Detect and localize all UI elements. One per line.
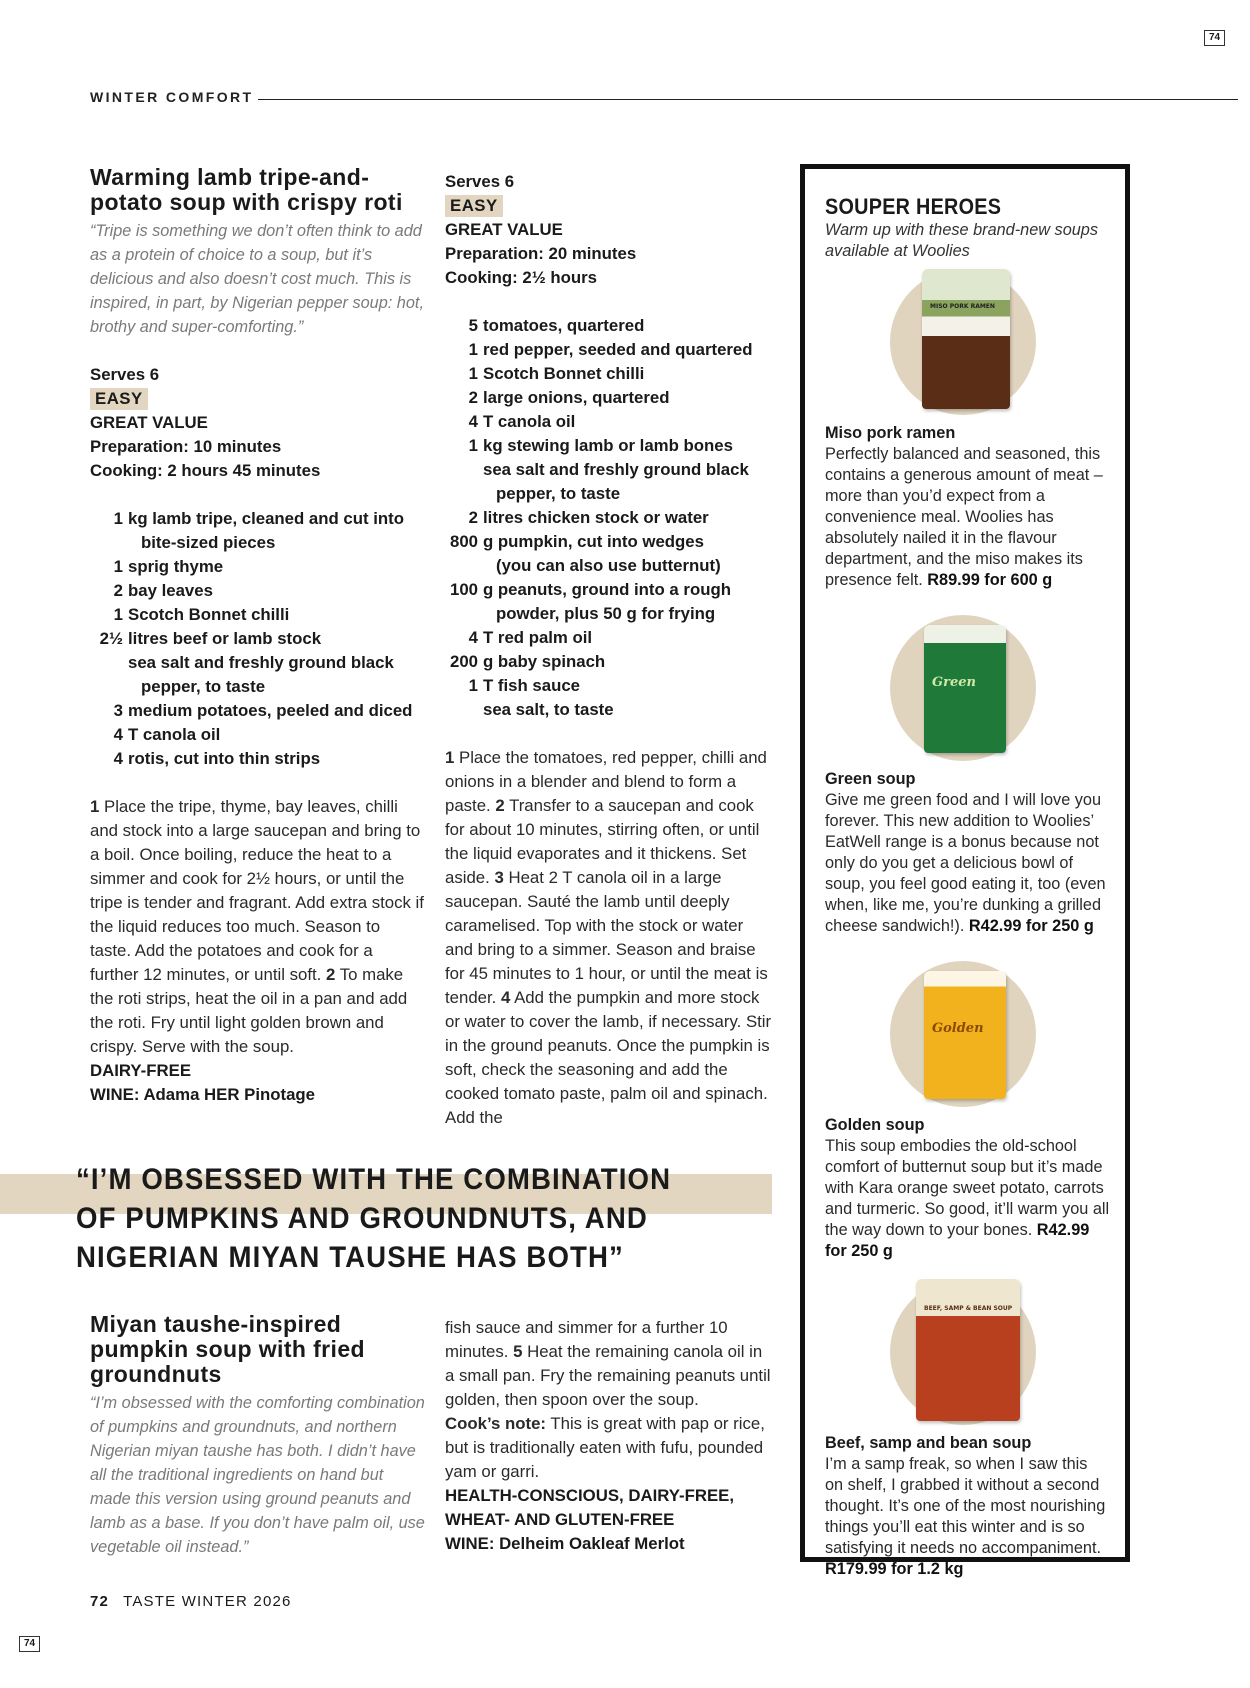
product-green-soup xyxy=(825,615,1110,937)
product-price: R42.99 for 250 g xyxy=(968,917,1094,935)
recipe2-method-continued xyxy=(445,1316,775,1556)
method-step: Place the tripe, thyme, bay leaves, chilli and stock into a large saucepan and bring to a boil. Once boiling, reduce the heat to a simmer and cook for 2½ hours, or until the tripe is tender and fragrant. Add extra stock if the liquid reduces too much. Season to taste. Add the potatoes and cook for a further 12 minutes, or until soft. xyxy=(90,797,424,984)
recipe1-difficulty-badge: EASY xyxy=(90,388,148,410)
ingredient-quantity: 1 xyxy=(468,340,478,359)
ingredient-text: T fish sauce xyxy=(483,676,580,695)
ingredient-text: sea salt, to taste xyxy=(483,700,614,719)
green-soup-pack xyxy=(924,625,1006,753)
ingredient-text: Scotch Bonnet chilli xyxy=(483,364,645,383)
ingredient-text: litres chicken stock or water xyxy=(483,508,709,527)
product-photo xyxy=(890,1279,1040,1429)
ingredient-row xyxy=(445,698,775,722)
product-description: I’m a samp freak, so when I saw this on shelf, I grabbed it without a second thought. It’s one of the most nourishing things you’ll eat this winter and is so satisfying it needs no accompaniment. R179.99 for 1.2 kg xyxy=(825,1455,1106,1578)
method-step: Place the tomatoes, red pepper, chilli and onions in a blender and blend to form a paste. xyxy=(445,748,767,815)
recipe1-method xyxy=(90,795,425,1059)
section-label: WINTER COMFORT xyxy=(90,89,254,105)
ingredient-text: g peanuts, ground into a rough powder, plus 50 g for frying xyxy=(483,580,731,623)
ingredient-quantity: 1 xyxy=(468,676,478,695)
product-photo xyxy=(890,961,1040,1111)
recipe2-cooking: Cooking: 2½ hours xyxy=(445,268,597,287)
ingredient-text: sea salt and freshly ground black pepper, to taste xyxy=(483,460,749,503)
pack-label: BEEF, SAMP & BEAN SOUP xyxy=(924,1305,1013,1312)
ingredient-text: g pumpkin, cut into wedges (you can also use butternut) xyxy=(483,532,721,575)
ingredient-row xyxy=(445,674,775,698)
product-description: Give me green food and I will love you forever. This new addition to Woolies’ EatWell range is a bonus because not only do you get a delicious bowl of soup, you feel good eating it, too (even when, like me, you’re dunking a grilled cheese sandwich!). R42.99 for 250 g xyxy=(825,791,1106,935)
cooks-note-label: Cook’s note: xyxy=(445,1414,546,1433)
step-number: 1 xyxy=(445,748,455,767)
ingredient-row xyxy=(445,578,775,626)
product-golden-soup xyxy=(825,961,1110,1262)
ingredient-text: T canola oil xyxy=(483,412,576,431)
ingredient-text: kg lamb tripe, cleaned and cut into bite-sized pieces xyxy=(128,509,405,552)
page-footer xyxy=(90,1593,292,1610)
product-miso-pork-ramen xyxy=(825,269,1110,591)
ingredient-quantity xyxy=(90,651,128,699)
recipe1-serves: Serves 6 xyxy=(90,365,160,384)
pack-label: Green xyxy=(932,675,976,690)
ingredient-text: tomatoes, quartered xyxy=(483,316,645,335)
recipe1-value: GREAT VALUE xyxy=(90,413,208,432)
sidebar-title: SOUPER HEROES xyxy=(825,194,1002,219)
recipe1-dietary: DAIRY-FREE xyxy=(90,1061,192,1080)
page-box-number-top: 74 xyxy=(1204,30,1225,46)
step-number: 2 xyxy=(495,796,505,815)
golden-soup-pack xyxy=(924,971,1006,1099)
ingredient-quantity: 2 xyxy=(468,508,478,527)
ingredient-quantity: 200 xyxy=(450,652,478,671)
recipe1-cooking: Cooking: 2 hours 45 minutes xyxy=(90,461,321,480)
pack-label: MISO PORK RAMEN xyxy=(930,303,995,310)
recipe2-value: GREAT VALUE xyxy=(445,220,563,239)
recipe2-header-column xyxy=(90,1312,425,1583)
ingredient-text: litres beef or lamb stock xyxy=(128,629,322,648)
recipe1-prep: Preparation: 10 minutes xyxy=(90,437,282,456)
product-photo xyxy=(890,269,1040,419)
page-box-number-bottom: 74 xyxy=(19,1636,40,1652)
ingredient-row xyxy=(445,410,775,434)
ingredient-quantity: 1 xyxy=(468,364,478,383)
ingredient-row xyxy=(445,506,775,530)
ingredient-row xyxy=(445,338,775,362)
pack-label: Golden xyxy=(932,1021,984,1036)
product-price: R179.99 for 1.2 kg xyxy=(825,1560,964,1578)
ingredient-text: Scotch Bonnet chilli xyxy=(128,605,290,624)
ingredient-row xyxy=(445,530,775,578)
method-step: To make the roti strips, heat the oil in a pan and add the roti. Fry until light golden brown and crispy. Serve with the soup. xyxy=(90,965,408,1056)
ingredient-quantity: 2 xyxy=(113,581,123,600)
step-number: 1 xyxy=(90,797,100,816)
method-step: fish sauce and simmer for a further 10 minutes. xyxy=(445,1318,728,1361)
ingredient-quantity: 4 xyxy=(113,749,123,768)
ingredient-quantity: 2 xyxy=(468,388,478,407)
ingredient-row xyxy=(90,555,425,579)
ingredient-text: bay leaves xyxy=(128,581,213,600)
miso-ramen-pack xyxy=(922,269,1010,409)
ingredient-row xyxy=(90,747,425,771)
ingredient-text: sea salt and freshly ground black pepper, to taste xyxy=(128,653,394,696)
recipe2-difficulty-badge: EASY xyxy=(445,195,503,217)
method-step: Add the pumpkin and more stock or water to cover the lamb, if necessary. Stir in the ground peanuts. Once the pumpkin is soft, check the seasoning and add the cooked tomato paste, palm oil and spinach. Add the xyxy=(445,988,772,1127)
ingredient-row xyxy=(90,699,425,723)
ingredient-quantity: 2½ xyxy=(99,629,123,648)
ingredient-row xyxy=(445,626,775,650)
ingredient-row xyxy=(90,627,425,651)
sidebar-subtitle: Warm up with these brand-new soups available at Woolies xyxy=(825,221,1098,260)
product-name: Beef, samp and bean soup xyxy=(825,1434,1032,1452)
ingredient-row xyxy=(445,386,775,410)
recipe2-title: Miyan taushe-inspired pumpkin soup with fried groundnuts xyxy=(90,1311,365,1387)
ingredient-row xyxy=(90,579,425,603)
ingredient-row xyxy=(445,650,775,674)
product-price: R42.99 for 250 g xyxy=(825,1221,1090,1260)
product-photo xyxy=(890,615,1040,765)
ingredient-row xyxy=(90,651,425,699)
step-number: 4 xyxy=(501,988,511,1007)
beef-samp-pack xyxy=(916,1279,1020,1421)
ingredient-row xyxy=(445,362,775,386)
recipe2-ingredients xyxy=(445,314,775,722)
recipe1-intro: “Tripe is something we don’t often think to add as a protein of choice to a soup, but it’s delicious and also doesn’t cost much. This is inspired, in part, by Nigerian pepper soup: hot, brothy and super-comforting.” xyxy=(90,222,424,336)
recipe2-serves: Serves 6 xyxy=(445,172,515,191)
ingredient-row xyxy=(90,507,425,555)
ingredient-row xyxy=(90,723,425,747)
ingredient-quantity: 1 xyxy=(113,557,123,576)
ingredient-quantity: 3 xyxy=(113,701,123,720)
recipe1-wine: WINE: Adama HER Pinotage xyxy=(90,1085,316,1104)
cooks-note: This is great with pap or rice, but is traditionally eaten with fufu, pounded yam or garri. xyxy=(445,1414,765,1481)
product-description: This soup embodies the old-school comfort of butternut soup but it’s made with Kara orange sweet potato, carrots and turmeric. So good, it’ll warm you all the way down to your bones. R42.99 for 250 g xyxy=(825,1137,1110,1260)
product-price: R89.99 for 600 g xyxy=(927,571,1053,589)
ingredient-quantity: 5 xyxy=(468,316,478,335)
method-step: Heat the remaining canola oil in a small pan. Fry the remaining peanuts until golden, then spoon over the soup. xyxy=(445,1342,771,1409)
ingredient-quantity: 100 xyxy=(450,580,478,599)
ingredient-text: rotis, cut into thin strips xyxy=(128,749,321,768)
ingredient-row xyxy=(445,458,775,506)
ingredient-text: medium potatoes, peeled and diced xyxy=(128,701,413,720)
recipe2-wine: WINE: Delheim Oakleaf Merlot xyxy=(445,1534,685,1553)
section-rule xyxy=(258,99,1238,100)
method-step: Transfer to a saucepan and cook for about 10 minutes, stirring often, or until the liquid evaporates and it thickens. Set aside. xyxy=(445,796,760,887)
product-name: Miso pork ramen xyxy=(825,424,956,442)
step-number: 5 xyxy=(513,1342,523,1361)
ingredient-quantity: 1 xyxy=(468,436,478,455)
ingredient-quantity: 1 xyxy=(113,605,123,624)
ingredient-row xyxy=(90,603,425,627)
product-description: Perfectly balanced and seasoned, this contains a generous amount of meat – more than you’d expect from a convenience meal. Woolies has absolutely nailed it in the flavour department, and the miso makes its presence felt. R89.99 for 600 g xyxy=(825,445,1103,589)
step-number: 3 xyxy=(494,868,504,887)
product-beef-samp-bean-soup xyxy=(825,1279,1110,1580)
ingredient-quantity: 4 xyxy=(113,725,123,744)
ingredient-text: kg stewing lamb or lamb bones xyxy=(483,436,733,455)
ingredient-text: sprig thyme xyxy=(128,557,224,576)
recipe1-ingredients xyxy=(90,507,425,771)
recipe2-intro: “I’m obsessed with the comforting combination of pumpkins and groundnuts, and northern Nigerian miyan taushe has both. I didn’t have all the traditional ingredients on hand but made this version using ground peanuts and lamb as a base. If you don’t have palm oil, use vegetable oil instead.” xyxy=(90,1394,425,1556)
product-name: Golden soup xyxy=(825,1116,925,1134)
ingredient-text: T red palm oil xyxy=(483,628,593,647)
souper-heroes-sidebar xyxy=(800,164,1130,1578)
recipe1-column xyxy=(90,165,425,1107)
ingredient-quantity xyxy=(445,698,483,722)
recipe2-column xyxy=(445,170,775,1130)
pull-quote: “I’M OBSESSED WITH THE COMBINATION OF PUMPKINS AND GROUNDNUTS, AND NIGERIAN MIYAN TAUSHE HAS BOTH” xyxy=(76,1163,672,1274)
ingredient-text: g baby spinach xyxy=(483,652,606,671)
footer-page-number: 72 xyxy=(90,1593,110,1610)
ingredient-text: T canola oil xyxy=(128,725,221,744)
ingredient-quantity: 4 xyxy=(468,628,478,647)
recipe2-prep: Preparation: 20 minutes xyxy=(445,244,637,263)
step-number: 2 xyxy=(326,965,336,984)
ingredient-quantity: 800 xyxy=(450,532,478,551)
footer-magazine: TASTE WINTER 2026 xyxy=(123,1593,292,1610)
recipe1-title: Warming lamb tripe-and-potato soup with crispy roti xyxy=(90,164,403,215)
ingredient-row xyxy=(445,434,775,458)
ingredient-row xyxy=(445,314,775,338)
recipe2-method xyxy=(445,746,775,1130)
ingredient-quantity: 1 xyxy=(113,509,123,528)
product-name: Green soup xyxy=(825,770,916,788)
method-step: Heat 2 T canola oil in a large saucepan. Sauté the lamb until deeply caramelised. Top with the stock or water and bring to a simmer. Season and braise for 45 minutes to 1 hour, or until the meat is tender. xyxy=(445,868,768,1007)
ingredient-quantity: 4 xyxy=(468,412,478,431)
ingredient-text: large onions, quartered xyxy=(483,388,670,407)
recipe2-dietary: HEALTH-CONSCIOUS, DAIRY-FREE, WHEAT- AND GLUTEN-FREE xyxy=(445,1486,735,1529)
ingredient-quantity xyxy=(445,458,483,506)
ingredient-text: red pepper, seeded and quartered xyxy=(483,340,753,359)
